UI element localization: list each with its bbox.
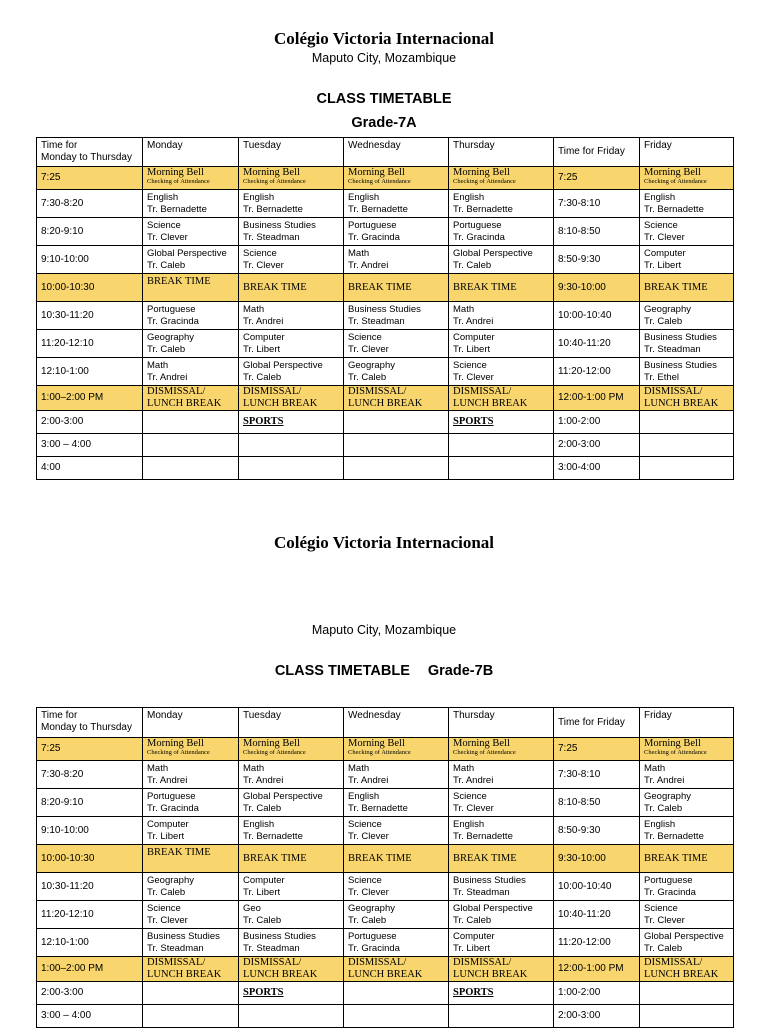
highlight-row bbox=[37, 386, 734, 411]
class-cell: Global Perspective Tr. Caleb bbox=[239, 358, 344, 386]
class-cell: Math Tr. Andrei bbox=[344, 246, 449, 274]
attendance-note: Checking of Attendance bbox=[453, 749, 516, 756]
class-cell: Business Studies Tr. Steadman bbox=[239, 218, 344, 246]
class-cell: Geography Tr. Caleb bbox=[640, 789, 734, 817]
class-cell: DISMISSAL/ LUNCH BREAK bbox=[640, 957, 734, 982]
class-cell bbox=[449, 1005, 554, 1028]
column-header: Time for Monday to Thursday bbox=[37, 138, 143, 167]
time-cell: 8:50-9:30 bbox=[554, 246, 640, 274]
table-row bbox=[37, 1005, 734, 1028]
header-row bbox=[37, 708, 734, 738]
timetable-grade-7b bbox=[36, 707, 734, 1028]
attendance-note: Checking of Attendance bbox=[453, 178, 516, 185]
class-cell: Math Tr. Andrei bbox=[344, 761, 449, 789]
time-cell: 2:00-3:00 bbox=[37, 982, 143, 1005]
class-cell: Science Tr. Clever bbox=[143, 218, 239, 246]
class-cell: Portuguese Tr. Gracinda bbox=[143, 789, 239, 817]
time-cell: 1:00–2:00 PM bbox=[37, 386, 143, 411]
class-cell: BREAK TIME bbox=[344, 845, 449, 873]
class-cell: Science Tr. Clever bbox=[239, 246, 344, 274]
class-cell bbox=[449, 434, 554, 457]
morning-bell-label: Morning Bell bbox=[348, 167, 405, 178]
class-cell bbox=[239, 411, 344, 434]
time-cell: 11:20-12:10 bbox=[37, 901, 143, 929]
table-row bbox=[37, 457, 734, 480]
class-cell: Science Tr. Clever bbox=[640, 218, 734, 246]
time-cell: 7:25 bbox=[554, 167, 640, 190]
class-cell: Business Studies Tr. Steadman bbox=[640, 330, 734, 358]
table-row bbox=[37, 218, 734, 246]
morning-bell-label: Morning Bell bbox=[147, 738, 204, 749]
class-cell bbox=[239, 738, 344, 761]
time-cell: 1:00-2:00 bbox=[554, 982, 640, 1005]
table-row bbox=[37, 411, 734, 434]
class-cell: Portuguese Tr. Gracinda bbox=[344, 218, 449, 246]
class-cell: Science Tr. Clever bbox=[344, 873, 449, 901]
column-header: Time for Friday bbox=[554, 708, 640, 738]
class-cell: DISMISSAL/ LUNCH BREAK bbox=[143, 386, 239, 411]
attendance-note: Checking of Attendance bbox=[147, 749, 210, 756]
class-cell: English Tr. Bernadette bbox=[239, 190, 344, 218]
attendance-note: Checking of Attendance bbox=[644, 178, 707, 185]
class-cell bbox=[143, 457, 239, 480]
class-cell: Portuguese Tr. Gracinda bbox=[143, 302, 239, 330]
class-cell: Math Tr. Andrei bbox=[143, 761, 239, 789]
time-cell: 10:30-11:20 bbox=[37, 302, 143, 330]
timetable-title-7a: CLASS TIMETABLE bbox=[316, 91, 452, 107]
table-row bbox=[37, 982, 734, 1005]
class-cell: English Tr. Bernadette bbox=[344, 789, 449, 817]
class-cell: Global Perspective Tr. Caleb bbox=[143, 246, 239, 274]
highlight-row bbox=[37, 957, 734, 982]
class-cell: Math Tr. Andrei bbox=[449, 761, 554, 789]
class-cell bbox=[449, 457, 554, 480]
class-cell bbox=[344, 982, 449, 1005]
time-cell: 11:20-12:10 bbox=[37, 330, 143, 358]
grade-label-7b: Grade-7B bbox=[427, 663, 494, 679]
time-cell: 7:30-8:20 bbox=[37, 190, 143, 218]
class-cell: English Tr. Bernadette bbox=[640, 817, 734, 845]
class-cell bbox=[239, 434, 344, 457]
class-cell: Business Studies Tr. Steadman bbox=[239, 929, 344, 957]
class-cell: English Tr. Bernadette bbox=[449, 817, 554, 845]
table-row bbox=[37, 190, 734, 218]
class-cell: Math Tr. Andrei bbox=[239, 761, 344, 789]
highlight-row bbox=[37, 274, 734, 302]
class-cell bbox=[449, 167, 554, 190]
attendance-note: Checking of Attendance bbox=[243, 749, 306, 756]
attendance-note: Checking of Attendance bbox=[348, 749, 411, 756]
time-cell: 12:10-1:00 bbox=[37, 929, 143, 957]
time-cell: 8:20-9:10 bbox=[37, 218, 143, 246]
time-cell: 2:00-3:00 bbox=[554, 434, 640, 457]
timetable-title-7b: CLASS TIMETABLE bbox=[274, 663, 410, 679]
class-cell: English Tr. Bernadette bbox=[640, 190, 734, 218]
morning-bell-label: Morning Bell bbox=[644, 738, 701, 749]
class-cell bbox=[344, 434, 449, 457]
column-header: Monday bbox=[143, 708, 239, 738]
column-header: Friday bbox=[640, 708, 734, 738]
class-cell: BREAK TIME bbox=[239, 274, 344, 302]
class-cell bbox=[640, 167, 734, 190]
time-cell: 2:00-3:00 bbox=[554, 1005, 640, 1028]
class-cell bbox=[239, 457, 344, 480]
class-cell: Portuguese Tr. Gracinda bbox=[449, 218, 554, 246]
table-row bbox=[37, 302, 734, 330]
class-cell: Science Tr. Clever bbox=[344, 330, 449, 358]
class-cell bbox=[344, 167, 449, 190]
table-row bbox=[37, 929, 734, 957]
class-cell: Global Perspective Tr. Caleb bbox=[640, 929, 734, 957]
class-cell bbox=[640, 982, 734, 1005]
time-cell: 12:00-1:00 PM bbox=[554, 957, 640, 982]
class-cell bbox=[239, 982, 344, 1005]
class-cell bbox=[449, 411, 554, 434]
time-cell: 7:30-8:10 bbox=[554, 761, 640, 789]
column-header: Tuesday bbox=[239, 138, 344, 167]
class-cell: Science Tr. Clever bbox=[143, 901, 239, 929]
morning-bell-label: Morning Bell bbox=[453, 167, 510, 178]
time-cell: 10:30-11:20 bbox=[37, 873, 143, 901]
morning-bell-label: Morning Bell bbox=[147, 167, 204, 178]
class-cell: BREAK TIME bbox=[143, 845, 239, 873]
class-cell: Business Studies Tr. Steadman bbox=[449, 873, 554, 901]
class-cell: Math Tr. Andrei bbox=[239, 302, 344, 330]
time-cell: 10:00-10:40 bbox=[554, 302, 640, 330]
class-cell: Geography Tr. Caleb bbox=[143, 330, 239, 358]
attendance-note: Checking of Attendance bbox=[644, 749, 707, 756]
time-cell: 3:00-4:00 bbox=[554, 457, 640, 480]
class-cell: Science Tr. Clever bbox=[640, 901, 734, 929]
class-cell bbox=[640, 457, 734, 480]
time-cell: 7:30-8:20 bbox=[37, 761, 143, 789]
time-cell: 11:20-12:00 bbox=[554, 358, 640, 386]
class-cell bbox=[449, 738, 554, 761]
class-cell: Science Tr. Clever bbox=[449, 358, 554, 386]
class-cell: Global Perspective Tr. Caleb bbox=[239, 789, 344, 817]
highlight-row bbox=[37, 738, 734, 761]
class-cell: BREAK TIME bbox=[640, 845, 734, 873]
school-city-7a: Maputo City, Mozambique bbox=[311, 51, 457, 65]
class-cell: DISMISSAL/ LUNCH BREAK bbox=[449, 957, 554, 982]
time-cell: 11:20-12:00 bbox=[554, 929, 640, 957]
class-cell bbox=[640, 738, 734, 761]
class-cell: Computer Tr. Libert bbox=[449, 929, 554, 957]
table-row bbox=[37, 246, 734, 274]
table-row bbox=[37, 873, 734, 901]
time-cell: 10:00-10:30 bbox=[37, 274, 143, 302]
time-cell: 3:00 – 4:00 bbox=[37, 1005, 143, 1028]
class-cell bbox=[239, 1005, 344, 1028]
class-cell bbox=[239, 167, 344, 190]
time-cell: 10:00-10:40 bbox=[554, 873, 640, 901]
column-header: Thursday bbox=[449, 138, 554, 167]
class-cell bbox=[640, 1005, 734, 1028]
class-cell: Math Tr. Andrei bbox=[449, 302, 554, 330]
time-cell: 8:20-9:10 bbox=[37, 789, 143, 817]
morning-bell-label: Morning Bell bbox=[243, 167, 300, 178]
grade-label-7a: Grade-7A bbox=[351, 115, 417, 131]
class-cell: English Tr. Bernadette bbox=[344, 190, 449, 218]
morning-bell-label: Morning Bell bbox=[644, 167, 701, 178]
class-cell: Business Studies Tr. Ethel bbox=[640, 358, 734, 386]
morning-bell-label: Morning Bell bbox=[243, 738, 300, 749]
time-cell: 7:25 bbox=[37, 167, 143, 190]
table-row bbox=[37, 358, 734, 386]
timetable-grade-7a bbox=[36, 137, 734, 480]
class-cell: Geography Tr. Caleb bbox=[344, 901, 449, 929]
morning-bell-label: Morning Bell bbox=[348, 738, 405, 749]
column-header: Friday bbox=[640, 138, 734, 167]
class-cell: Global Perspective Tr. Caleb bbox=[449, 901, 554, 929]
column-header: Time for Monday to Thursday bbox=[37, 708, 143, 738]
sports-label: SPORTS bbox=[453, 987, 494, 998]
class-cell: BREAK TIME bbox=[640, 274, 734, 302]
class-cell bbox=[640, 434, 734, 457]
time-cell: 7:30-8:10 bbox=[554, 190, 640, 218]
class-cell: Math Tr. Andrei bbox=[143, 358, 239, 386]
class-cell: Business Studies Tr. Steadman bbox=[143, 929, 239, 957]
class-cell: Computer Tr. Libert bbox=[239, 330, 344, 358]
highlight-row bbox=[37, 167, 734, 190]
column-header: Time for Friday bbox=[554, 138, 640, 167]
class-cell bbox=[344, 411, 449, 434]
attendance-note: Checking of Attendance bbox=[348, 178, 411, 185]
class-cell: Geography Tr. Caleb bbox=[344, 358, 449, 386]
class-cell: Geography Tr. Caleb bbox=[143, 873, 239, 901]
time-cell: 1:00-2:00 bbox=[554, 411, 640, 434]
timetable-heading-7b bbox=[0, 663, 768, 679]
class-cell: Math Tr. Andrei bbox=[640, 761, 734, 789]
table-row bbox=[37, 434, 734, 457]
column-header: Tuesday bbox=[239, 708, 344, 738]
class-cell: Computer Tr. Libert bbox=[640, 246, 734, 274]
time-cell: 8:10-8:50 bbox=[554, 789, 640, 817]
sports-label: SPORTS bbox=[453, 416, 494, 427]
class-cell bbox=[344, 457, 449, 480]
time-cell: 7:25 bbox=[554, 738, 640, 761]
class-cell: BREAK TIME bbox=[143, 274, 239, 302]
sports-label: SPORTS bbox=[243, 987, 284, 998]
column-header: Monday bbox=[143, 138, 239, 167]
class-cell: BREAK TIME bbox=[449, 274, 554, 302]
time-cell: 10:40-11:20 bbox=[554, 901, 640, 929]
class-cell: Science Tr. Clever bbox=[449, 789, 554, 817]
time-cell: 9:30-10:00 bbox=[554, 845, 640, 873]
time-cell: 10:40-11:20 bbox=[554, 330, 640, 358]
class-cell: DISMISSAL/ LUNCH BREAK bbox=[344, 386, 449, 411]
class-cell: Business Studies Tr. Steadman bbox=[344, 302, 449, 330]
time-cell: 12:00-1:00 PM bbox=[554, 386, 640, 411]
class-cell: Computer Tr. Libert bbox=[449, 330, 554, 358]
class-cell: Global Perspective Tr. Caleb bbox=[449, 246, 554, 274]
school-name-7a: Colégio Victoria Internacional bbox=[273, 29, 495, 48]
time-cell: 9:10-10:00 bbox=[37, 817, 143, 845]
morning-bell-label: Morning Bell bbox=[453, 738, 510, 749]
column-header: Thursday bbox=[449, 708, 554, 738]
time-cell: 9:30-10:00 bbox=[554, 274, 640, 302]
class-cell: DISMISSAL/ LUNCH BREAK bbox=[143, 957, 239, 982]
class-cell bbox=[344, 1005, 449, 1028]
class-cell: BREAK TIME bbox=[344, 274, 449, 302]
class-cell: English Tr. Bernadette bbox=[449, 190, 554, 218]
class-cell bbox=[449, 982, 554, 1005]
column-header: Wednesday bbox=[344, 708, 449, 738]
class-cell: BREAK TIME bbox=[449, 845, 554, 873]
class-cell bbox=[344, 738, 449, 761]
time-cell: 10:00-10:30 bbox=[37, 845, 143, 873]
attendance-note: Checking of Attendance bbox=[243, 178, 306, 185]
class-cell bbox=[143, 738, 239, 761]
class-cell: DISMISSAL/ LUNCH BREAK bbox=[344, 957, 449, 982]
class-cell: English Tr. Bernadette bbox=[239, 817, 344, 845]
highlight-row bbox=[37, 845, 734, 873]
class-cell bbox=[143, 167, 239, 190]
column-header: Wednesday bbox=[344, 138, 449, 167]
time-cell: 12:10-1:00 bbox=[37, 358, 143, 386]
time-cell: 8:10-8:50 bbox=[554, 218, 640, 246]
table-row bbox=[37, 761, 734, 789]
time-cell: 1:00–2:00 PM bbox=[37, 957, 143, 982]
table-row bbox=[37, 789, 734, 817]
class-cell: Geo Tr. Caleb bbox=[239, 901, 344, 929]
class-cell: Portuguese Tr. Gracinda bbox=[640, 873, 734, 901]
sports-label: SPORTS bbox=[243, 416, 284, 427]
class-cell: DISMISSAL/ LUNCH BREAK bbox=[239, 957, 344, 982]
table-row bbox=[37, 817, 734, 845]
class-cell: Computer Tr. Libert bbox=[143, 817, 239, 845]
class-cell bbox=[143, 982, 239, 1005]
class-cell: DISMISSAL/ LUNCH BREAK bbox=[239, 386, 344, 411]
class-cell bbox=[143, 411, 239, 434]
class-cell: English Tr. Bernadette bbox=[143, 190, 239, 218]
attendance-note: Checking of Attendance bbox=[147, 178, 210, 185]
school-name-7b: Colégio Victoria Internacional bbox=[273, 533, 495, 552]
table-row bbox=[37, 901, 734, 929]
time-cell: 4:00 bbox=[37, 457, 143, 480]
class-cell: Geography Tr. Caleb bbox=[640, 302, 734, 330]
time-cell: 9:10-10:00 bbox=[37, 246, 143, 274]
class-cell: Computer Tr. Libert bbox=[239, 873, 344, 901]
class-cell bbox=[640, 411, 734, 434]
school-city-7b: Maputo City, Mozambique bbox=[311, 623, 457, 637]
class-cell bbox=[143, 434, 239, 457]
class-cell: Portuguese Tr. Gracinda bbox=[344, 929, 449, 957]
time-cell: 7:25 bbox=[37, 738, 143, 761]
time-cell: 3:00 – 4:00 bbox=[37, 434, 143, 457]
time-cell: 2:00-3:00 bbox=[37, 411, 143, 434]
time-cell: 8:50-9:30 bbox=[554, 817, 640, 845]
class-cell: BREAK TIME bbox=[239, 845, 344, 873]
table-row bbox=[37, 330, 734, 358]
class-cell: DISMISSAL/ LUNCH BREAK bbox=[449, 386, 554, 411]
header-row bbox=[37, 138, 734, 167]
class-cell: DISMISSAL/ LUNCH BREAK bbox=[640, 386, 734, 411]
class-cell: Science Tr. Clever bbox=[344, 817, 449, 845]
class-cell bbox=[143, 1005, 239, 1028]
